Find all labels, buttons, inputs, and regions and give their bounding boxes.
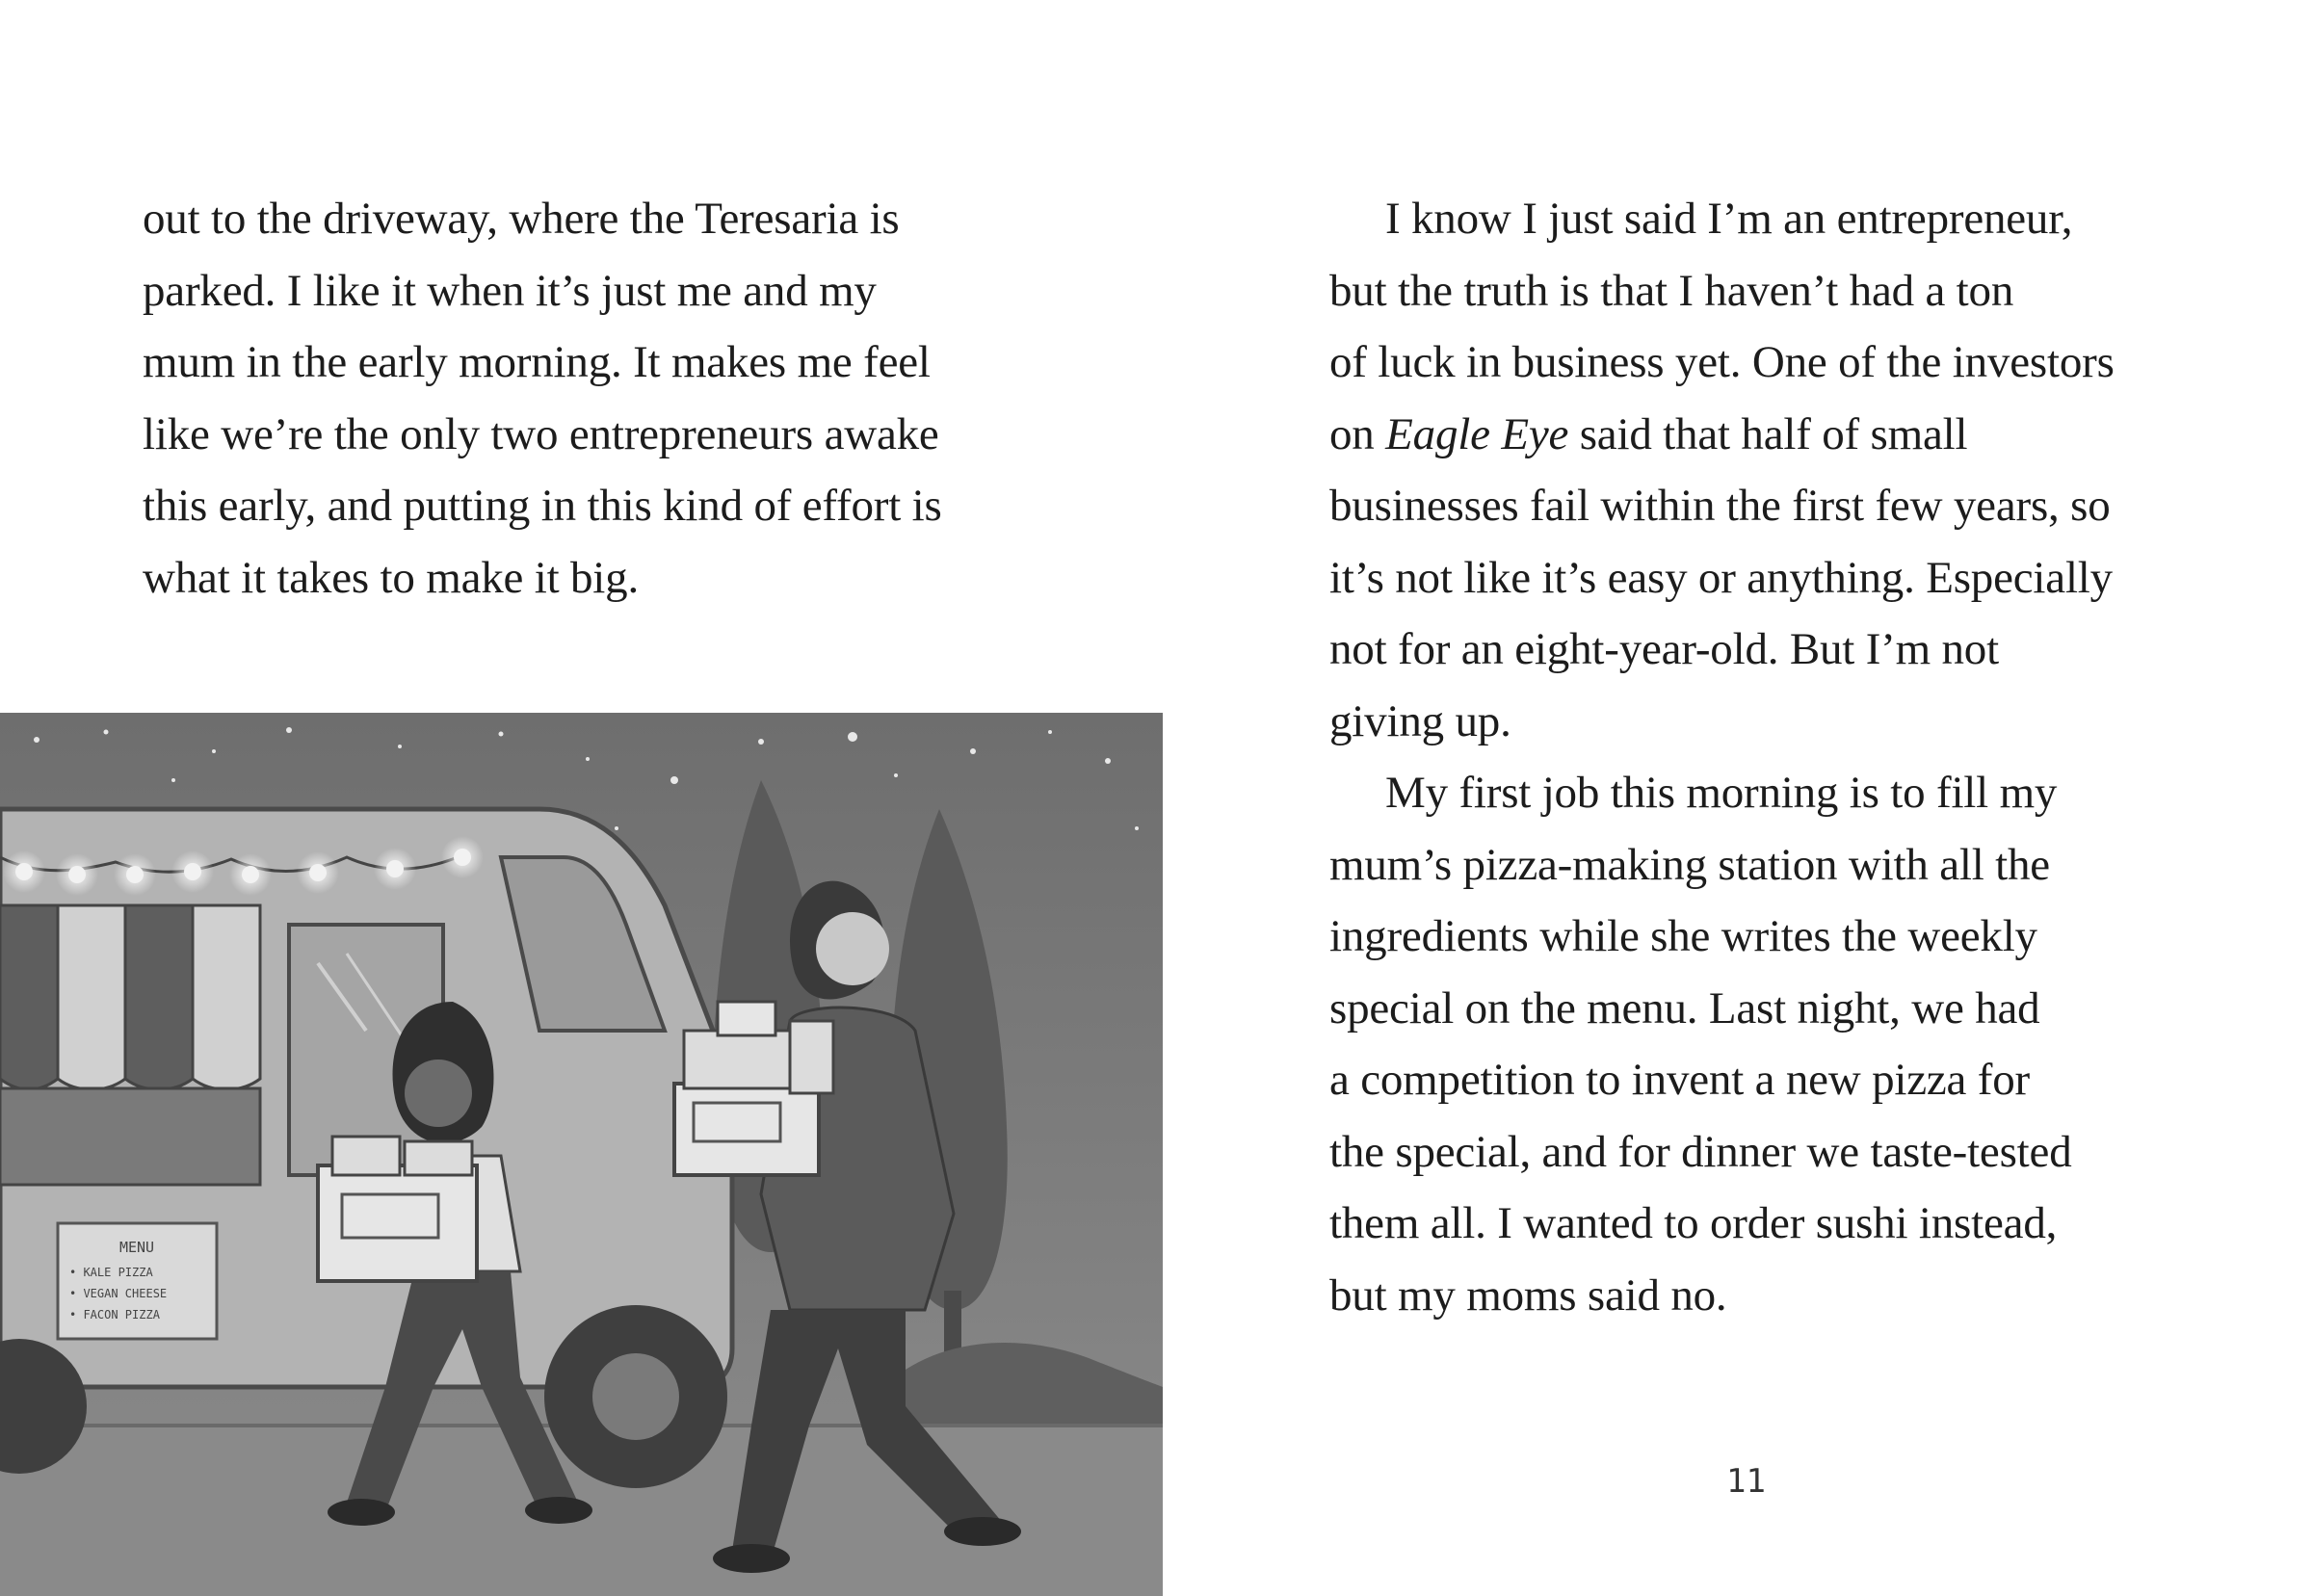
left-body-text xyxy=(143,183,942,614)
text-segment: said that half of small xyxy=(1568,408,1968,459)
text-line: what it takes to make it big. xyxy=(143,552,640,603)
menu-sign-item: • FACON PIZZA xyxy=(69,1308,160,1321)
menu-sign-heading: MENU xyxy=(118,1239,155,1256)
text-line: but my moms said no. xyxy=(1329,1269,1727,1321)
text-line: not for an eight-year-old. But I’m not xyxy=(1329,624,1999,674)
text-line: like we’re the only two entrepreneurs awake xyxy=(143,408,939,459)
illustration-food-truck xyxy=(0,713,1163,1596)
text-line: parked. I like it when it’s just me and my xyxy=(143,265,877,316)
right-page xyxy=(1156,0,2312,1596)
text-line: My first job this morning is to fill my xyxy=(1385,768,2058,818)
text-line-with-title xyxy=(1329,399,2115,471)
right-body-text xyxy=(1329,183,2115,1331)
text-line: it’s not like it’s easy or anything. Especially xyxy=(1329,552,2113,603)
text-line: them all. I wanted to order sushi instead, xyxy=(1329,1198,2058,1248)
menu-sign-item: • VEGAN CHEESE xyxy=(69,1287,168,1300)
text-line: mum’s pizza-making station with all the xyxy=(1329,839,2050,890)
text-line: out to the driveway, where the Teresaria is xyxy=(143,194,900,244)
text-line: this early, and putting in this kind of effort is xyxy=(143,481,942,531)
text-line: but the truth is that I haven’t had a ton xyxy=(1329,265,2014,316)
text-segment: on xyxy=(1329,408,1386,459)
text-line: a competition to invent a new pizza for xyxy=(1329,1055,2030,1105)
text-line: special on the menu. Last night, we had xyxy=(1329,982,2040,1033)
text-line: giving up. xyxy=(1329,695,1511,746)
text-line: mum in the early morning. It makes me feel xyxy=(143,337,931,387)
text-line: the special, and for dinner we taste-tested xyxy=(1329,1126,2072,1177)
text-line: ingredients while she writes the weekly xyxy=(1329,911,2037,961)
menu-sign-item: • KALE PIZZA xyxy=(69,1266,153,1279)
page-number: 11 xyxy=(1726,1462,1766,1501)
text-line: businesses fail within the first few years, so xyxy=(1329,481,2111,531)
show-title: Eagle Eye xyxy=(1385,408,1569,459)
text-line: I know I just said I’m an entrepreneur, xyxy=(1385,194,2073,244)
text-line: of luck in business yet. One of the investors xyxy=(1329,337,2115,387)
awning xyxy=(0,905,260,1185)
